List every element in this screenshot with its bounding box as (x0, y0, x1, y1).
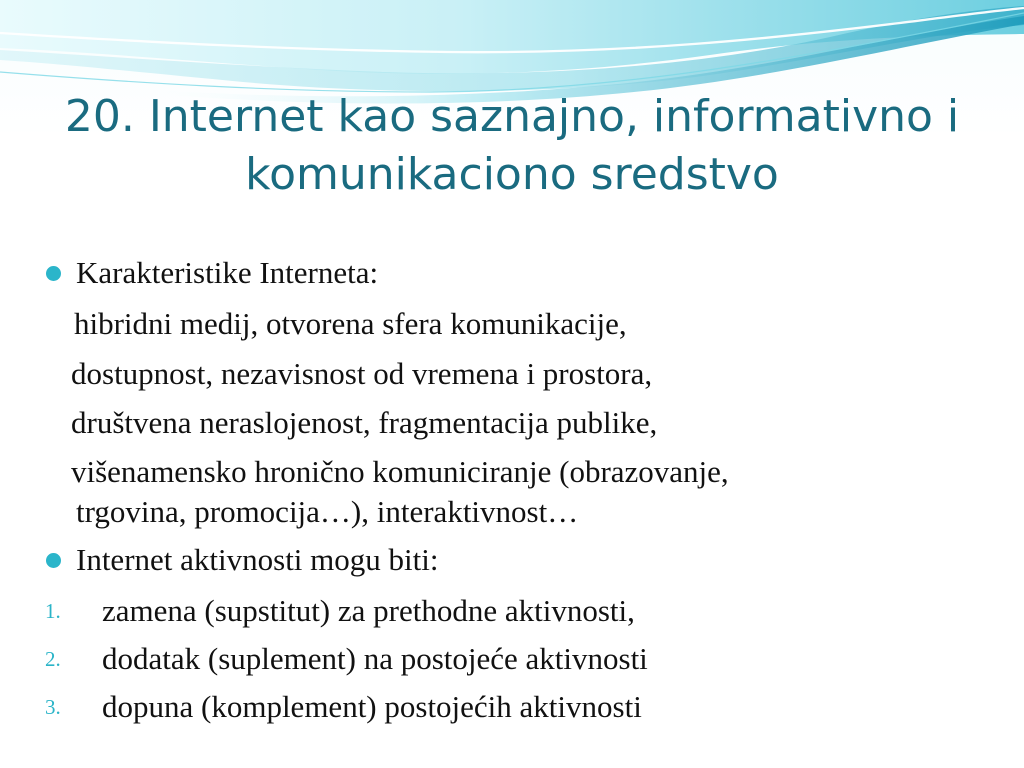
numbered-item-text: dodatak (suplement) na postojeće aktivnosti (102, 641, 648, 676)
bullet-characteristics (46, 256, 378, 290)
bullet-dot-icon (46, 553, 61, 568)
number-marker: 2. (45, 647, 61, 671)
characteristics-line-1: hibridni medij, otvorena sfera komunikacije, (74, 306, 627, 341)
bullet-text: Internet aktivnosti mogu biti: (76, 542, 439, 577)
slide-title (0, 88, 1024, 204)
characteristics-line-3: društvena neraslojenost, fragmentacija publike, (71, 405, 658, 440)
characteristics-line-5: trgovina, promocija…), interaktivnost… (76, 494, 579, 529)
characteristics-line-2: dostupnost, nezavisnost od vremena i prostora, (71, 356, 653, 391)
slide-title-line-1: 20. Internet kao saznajno, informativno i (64, 91, 960, 142)
numbered-item-text: dopuna (komplement) postojećih aktivnosti (102, 689, 642, 724)
numbered-item-3 (45, 690, 945, 726)
numbered-item-1 (45, 594, 945, 630)
number-marker: 1. (45, 599, 61, 623)
bullet-internet-activities (46, 543, 438, 577)
number-marker: 3. (45, 695, 61, 719)
bullet-dot-icon (46, 266, 61, 281)
characteristics-line-4: višenamensko hronično komuniciranje (obrazovanje, (71, 454, 729, 489)
numbered-item-2 (45, 642, 945, 678)
slide-title-line-2: komunikaciono sredstvo (245, 149, 779, 200)
bullet-text: Karakteristike Interneta: (76, 255, 379, 290)
numbered-item-text: zamena (supstitut) za prethodne aktivnosti, (102, 593, 635, 628)
